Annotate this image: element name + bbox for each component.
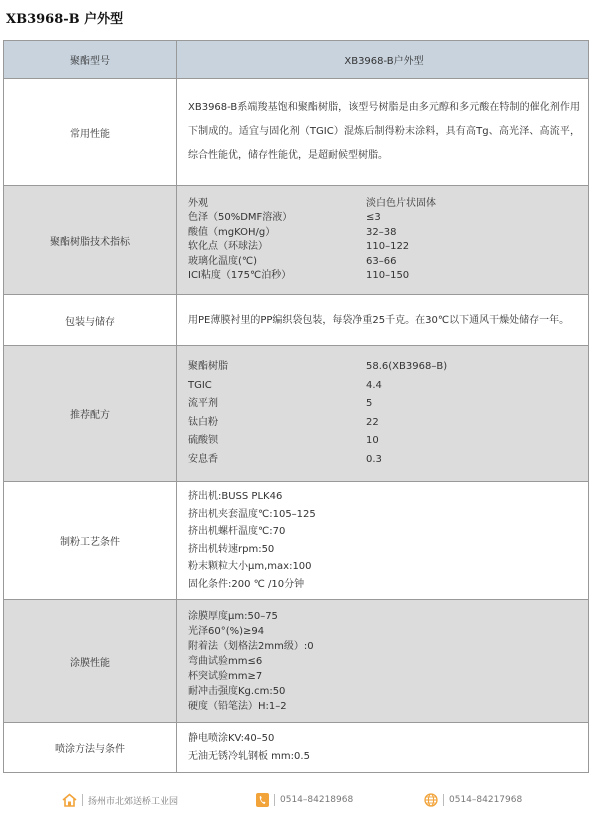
formula-list <box>188 358 580 469</box>
list-item: 硬度（铅笔法）H:1–2 <box>188 700 287 712</box>
item-value: ≤3 <box>366 212 381 223</box>
packaging-text: 用PE薄膜衬里的PP编织袋包装，每袋净重25千克。在30℃以下通风干燥处储存一年。 <box>188 314 570 326</box>
footer-address-text: 扬州市北郊送桥工业园 <box>88 796 179 807</box>
formula-label: 推荐配方 <box>4 346 177 482</box>
item-key: 硫酸钡 <box>188 435 218 446</box>
list-item: 挤出机螺杆温度℃:70 <box>188 526 286 537</box>
list-item: 弯曲试验mm≤6 <box>188 655 263 667</box>
footer <box>0 790 593 812</box>
list-item: 涂膜厚度μm:50–75 <box>188 610 278 622</box>
list-item: 挤出机转速rpm:50 <box>188 543 275 555</box>
globe-icon <box>424 793 438 807</box>
list-item: 挤出机夹套温度℃:105–125 <box>188 508 316 520</box>
spray-label: 喷涂方法与条件 <box>4 723 177 773</box>
item-key: 流平剂 <box>188 398 218 409</box>
item-value: 淡白色片状固体 <box>366 197 436 209</box>
list-item <box>188 269 580 284</box>
item-value: 5 <box>366 398 373 409</box>
row-spray <box>4 723 589 773</box>
item-value: 4.4 <box>366 379 382 391</box>
row-packaging <box>4 295 589 346</box>
specs-label: 聚酯树脂技术指标 <box>4 186 177 295</box>
item-key: 钛白粉 <box>188 416 218 428</box>
spec-table <box>3 40 589 773</box>
footer-phone-text: 0514–84218968 <box>280 795 354 805</box>
list-item: 杯突试验mm≥7 <box>188 670 263 682</box>
phone-icon <box>256 793 269 807</box>
item-key: 玻璃化温度(℃) <box>188 255 258 267</box>
list-item: 光泽60°(%)≥94 <box>188 625 265 637</box>
item-value: 58.6(XB3968–B) <box>366 361 448 372</box>
list-item <box>188 197 580 212</box>
item-key: 色泽（50%DMF溶液） <box>188 212 293 223</box>
packaging-label: 包装与储存 <box>4 295 177 346</box>
spray-list <box>188 730 580 765</box>
item-value: 63–66 <box>366 255 397 267</box>
performance-text: XB3968-B系端羧基饱和聚酯树脂，该型号树脂是由多元醇和多元酸在特制的催化剂作用下制成的。适宜与固化剂（TGIC）混炼后制得粉末涂料，具有高Tg、高光泽、高流平，综合性能优，储存性能优，是超耐候型树脂。 <box>188 102 580 161</box>
row-performance <box>4 79 589 186</box>
item-key: 软化点（环球法） <box>188 241 268 252</box>
film-label: 涂膜性能 <box>4 600 177 723</box>
item-value: 0.3 <box>366 453 382 465</box>
item-key: ICI粘度（175℃泊秒） <box>188 270 292 281</box>
row-formula <box>4 346 589 482</box>
page-title: XB3968-B 户外型 <box>6 12 124 27</box>
film-list <box>188 609 580 714</box>
footer-address <box>62 793 178 807</box>
list-item: 附着法（划格法2mm级）:0 <box>188 640 314 652</box>
list-item: 无油无锈冷轧钢板 mm:0.5 <box>188 750 310 762</box>
list-item <box>188 240 580 255</box>
table-header-row <box>4 41 589 79</box>
list-item <box>188 226 580 241</box>
list-item <box>188 211 580 226</box>
item-value: 110–122 <box>366 241 410 252</box>
footer-phone <box>256 793 353 807</box>
footer-separator <box>443 794 444 806</box>
list-item: 固化条件:200 ℃ /10分钟 <box>188 578 305 590</box>
item-key: 安息香 <box>188 453 218 465</box>
item-value: 32–38 <box>366 226 397 238</box>
header-label: 聚酯型号 <box>4 41 177 79</box>
item-value: 110–150 <box>366 270 410 281</box>
footer-fax <box>424 793 522 807</box>
item-value: 10 <box>366 435 379 446</box>
item-key: 酸值（mgKOH/g） <box>188 226 276 238</box>
performance-label: 常用性能 <box>4 79 177 186</box>
footer-separator <box>274 794 275 806</box>
list-item <box>188 451 580 470</box>
list-item: 静电喷涂KV:40–50 <box>188 733 275 744</box>
home-icon <box>62 793 77 807</box>
list-item: 挤出机:BUSS PLK46 <box>188 491 283 502</box>
item-key: TGIC <box>188 379 212 391</box>
item-key: 外观 <box>188 197 208 209</box>
footer-fax-text: 0514–84217968 <box>449 795 523 805</box>
list-item <box>188 414 580 433</box>
process-label: 制粉工艺条件 <box>4 482 177 600</box>
process-list <box>188 488 580 593</box>
row-specs <box>4 186 589 295</box>
item-value: 22 <box>366 416 379 428</box>
row-film <box>4 600 589 723</box>
list-item: 耐冲击强度Kg.cm:50 <box>188 685 286 697</box>
list-item <box>188 432 580 451</box>
list-item: 粉末颗粒大小μm,max:100 <box>188 561 312 572</box>
list-item <box>188 358 580 377</box>
list-item <box>188 255 580 270</box>
footer-separator <box>82 794 83 806</box>
header-value: XB3968-B户外型 <box>177 41 589 79</box>
specs-list <box>188 197 580 284</box>
row-process <box>4 482 589 600</box>
list-item <box>188 377 580 396</box>
list-item <box>188 395 580 414</box>
item-key: 聚酯树脂 <box>188 361 228 372</box>
